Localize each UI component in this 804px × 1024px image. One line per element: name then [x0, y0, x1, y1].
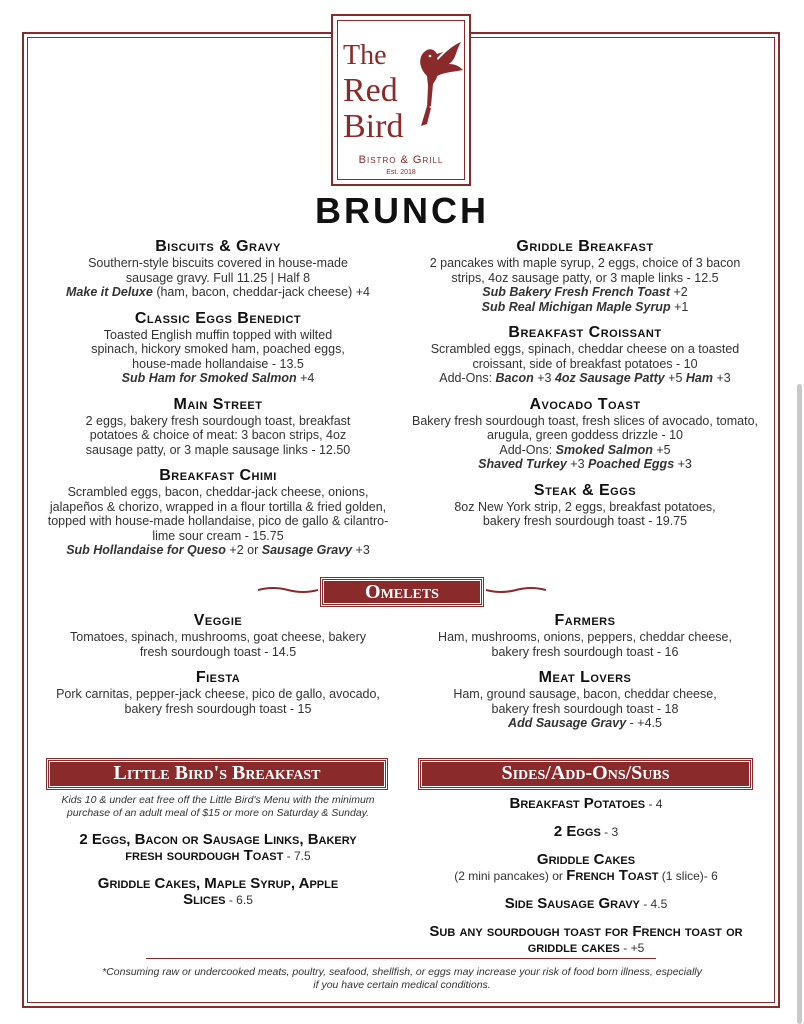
side-item: Griddle Cakes (2 mini pancakes) or French Toast (1 slice)- 6	[454, 851, 718, 884]
item-description: Bakery fresh sourdough toast, fresh slices of avocado, tomato, arugula, green goddess drizzle - 10	[412, 413, 759, 442]
sides-banner: Sides/Add-Ons/Subs	[419, 759, 752, 789]
side-item: 2 Eggs - 3	[553, 823, 619, 840]
item-name: Biscuits & Gravy	[155, 238, 281, 255]
item-description: Ham, mushrooms, onions, peppers, cheddar cheese, bakery fresh sourdough toast - 16	[438, 630, 732, 659]
sides-column	[405, 796, 767, 968]
menu-item	[46, 467, 390, 558]
kids-note: Kids 10 & under eat free off the Little Bird's Menu with the minimum purchase of an adult meal of $15 or more on Saturday & Sunday.	[61, 794, 375, 819]
item-description: 2 eggs, bakery fresh sourdough toast, breakfast potatoes & choice of meat: 3 bacon strips, 4oz sausage patty, or 3 maple sausage links - 12.50	[85, 413, 351, 457]
logo-the: The	[343, 40, 387, 71]
brunch-left-column	[46, 238, 390, 568]
swirl-right-icon	[486, 586, 546, 594]
omelets-left-column	[46, 612, 390, 726]
item-addon: Add-Ons: Bacon +3 4oz Sausage Patty +5 Ham +3	[439, 371, 731, 385]
menu-item	[46, 310, 390, 386]
menu-item	[46, 612, 390, 659]
menu-item	[412, 238, 758, 314]
item-addon: Make it Deluxe (ham, bacon, cheddar-jack cheese) +4	[66, 285, 370, 299]
item-description: Scrambled eggs, bacon, cheddar-jack cheese, onions, jalapeños & chorizo, wrapped in a flour tortilla & fried golden, topped with house-made hollandaise, pico de gallo & cilantro-lime sour cream - 15.75	[47, 485, 389, 543]
little-bird-banner: Little Bird's Breakfast	[47, 759, 387, 789]
item-addon: Sub Hollandaise for Queso +2 or Sausage Gravy +3	[66, 543, 370, 557]
item-name: Breakfast Croissant	[508, 324, 662, 341]
item-name: Breakfast Chimi	[159, 467, 277, 484]
logo-established: Est. 2018	[386, 169, 416, 176]
item-description: Tomatoes, spinach, mushrooms, goat cheese, bakery fresh sourdough toast - 14.5	[70, 630, 366, 659]
menu-item	[412, 482, 758, 529]
item-addon: Add Sausage Gravy - +4.5	[508, 716, 662, 730]
side-item: Side Sausage Gravy - 4.5	[504, 895, 668, 912]
item-description: Ham, ground sausage, bacon, cheddar cheese, bakery fresh sourdough toast - 18	[453, 687, 717, 716]
item-description: Pork carnitas, pepper-jack cheese, pico de gallo, avocado, bakery fresh sourdough toast - 15	[56, 687, 380, 716]
kids-menu-column	[50, 794, 386, 908]
side-item: Breakfast Potatoes - 4	[509, 795, 663, 812]
item-name: Classic Eggs Benedict	[134, 309, 302, 327]
cardinal-bird-icon	[397, 36, 465, 128]
menu-item	[412, 669, 758, 731]
brunch-right-column	[412, 238, 758, 539]
item-name: Main Street	[173, 395, 263, 413]
omelets-banner: Omelets	[321, 578, 483, 606]
scrollbar[interactable]	[797, 384, 802, 1024]
item-description: 8oz New York strip, 2 eggs, breakfast potatoes, bakery fresh sourdough toast - 19.75	[454, 499, 716, 528]
item-addon: Sub Ham for Smoked Salmon +4	[121, 371, 315, 385]
item-name: Farmers	[554, 612, 616, 629]
menu-item	[46, 396, 390, 458]
kids-item: Griddle Cakes, Maple Syrup, Apple Slices - 6.5	[97, 875, 339, 908]
side-item: Sub any sourdough toast for French toast or griddle cakes - +5	[429, 923, 743, 956]
logo-red: Red	[343, 72, 398, 109]
menu-item	[46, 238, 390, 300]
logo-bird: Bird	[343, 108, 404, 145]
menu-item	[46, 669, 390, 716]
restaurant-logo	[331, 14, 471, 186]
item-description: Scrambled eggs, spinach, cheddar cheese on a toasted croissant, side of breakfast potatoes - 10	[430, 342, 740, 371]
item-description: Southern-style biscuits covered in house-made sausage gravy. Full 11.25 | Half 8	[88, 256, 348, 285]
item-description: Toasted English muffin topped with wilted spinach, hickory smoked ham, poached eggs, house-made hollandaise - 13.5	[91, 327, 345, 371]
item-name: Fiesta	[195, 669, 241, 686]
menu-item	[412, 612, 758, 659]
swirl-left-icon	[258, 586, 318, 594]
food-safety-disclaimer: *Consuming raw or undercooked meats, poultry, seafood, shellfish, or eggs may increase your risk of food born illness, especially if you have certain medical conditions.	[102, 966, 702, 991]
item-addon: Add-Ons: Smoked Salmon +5	[499, 442, 671, 457]
footer-divider	[146, 958, 656, 959]
item-name: Veggie	[193, 612, 243, 629]
item-name: Avocado Toast	[529, 395, 641, 413]
page-title: BRUNCH	[315, 190, 489, 231]
item-description: 2 pancakes with maple syrup, 2 eggs, choice of 3 bacon strips, 4oz sausage patty, or 3 maple links - 12.5	[429, 256, 741, 285]
item-name: Steak & Eggs	[533, 481, 637, 499]
item-name: Griddle Breakfast	[516, 238, 654, 255]
item-addon: Sub Bakery Fresh French Toast +2	[482, 285, 688, 299]
menu-item	[412, 396, 758, 472]
item-addon: Sub Real Michigan Maple Syrup +1	[481, 299, 689, 314]
item-name: Meat Lovers	[538, 669, 632, 686]
item-addon: Shaved Turkey +3 Poached Eggs +3	[478, 457, 692, 471]
menu-item	[412, 324, 758, 386]
logo-subtitle: Bistro & Grill	[358, 154, 444, 166]
omelets-right-column	[412, 612, 758, 741]
kids-item: 2 Eggs, Bacon or Sausage Links, Bakery fresh sourdough Toast - 7.5	[79, 831, 357, 864]
